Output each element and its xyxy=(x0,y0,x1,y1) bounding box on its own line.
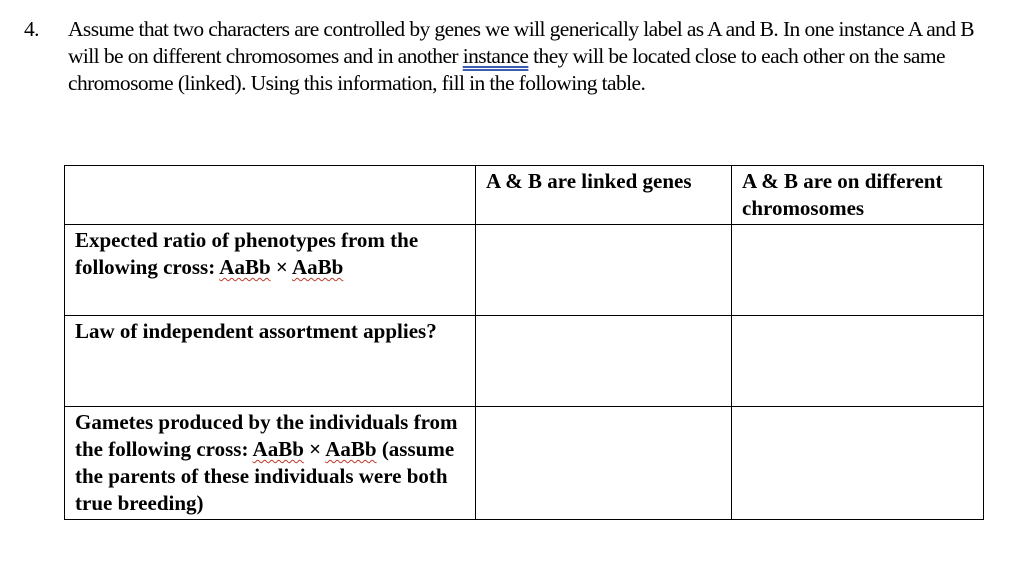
answer-table xyxy=(64,165,984,520)
label-text: (assume the parents of these individuals were both true breeding) xyxy=(75,437,455,515)
label-text: Gametes produced by the individuals from the following cross: xyxy=(75,410,458,461)
question-text xyxy=(68,16,1008,97)
answer-cell-different[interactable] xyxy=(732,407,984,520)
genotype-text: AaBb xyxy=(291,255,344,279)
answer-cell-linked[interactable] xyxy=(476,225,732,316)
question-text-start: Assume that two characters are controlled by genes we will generically label as A and B. In one instance A and B will be on different chromosomes and in another xyxy=(68,17,974,68)
header-empty-cell xyxy=(65,166,476,225)
row-label-phenotype-ratio xyxy=(65,225,476,316)
answer-cell-linked[interactable] xyxy=(476,316,732,407)
header-linked-genes: A & B are linked genes xyxy=(476,166,732,225)
answer-cell-linked[interactable] xyxy=(476,407,732,520)
label-text: Expected ratio of phenotypes from the following cross: xyxy=(75,228,419,279)
table-row xyxy=(65,225,984,316)
question-underlined-word: instance xyxy=(462,44,529,68)
table-row xyxy=(65,316,984,407)
label-text: Law of independent assortment applies? xyxy=(75,319,437,343)
row-label-independent-assortment xyxy=(65,316,476,407)
header-different-chromosomes: A & B are on different chromosomes xyxy=(732,166,984,225)
cross-symbol: × xyxy=(303,437,326,461)
answer-cell-different[interactable] xyxy=(732,316,984,407)
genotype-text: AaBb xyxy=(252,437,304,461)
table-row xyxy=(65,407,984,520)
row-label-gametes xyxy=(65,407,476,520)
genotype-text: AaBb xyxy=(325,437,377,461)
question-text-end: they will be located close to each other on the same chromosome (linked). Using this information, fill in the following table. xyxy=(68,44,945,95)
question-number: 4. xyxy=(24,17,39,41)
genotype-text: AaBb xyxy=(219,255,271,279)
cross-symbol: × xyxy=(270,255,292,279)
table-header-row xyxy=(65,166,984,225)
answer-cell-different[interactable] xyxy=(732,225,984,316)
